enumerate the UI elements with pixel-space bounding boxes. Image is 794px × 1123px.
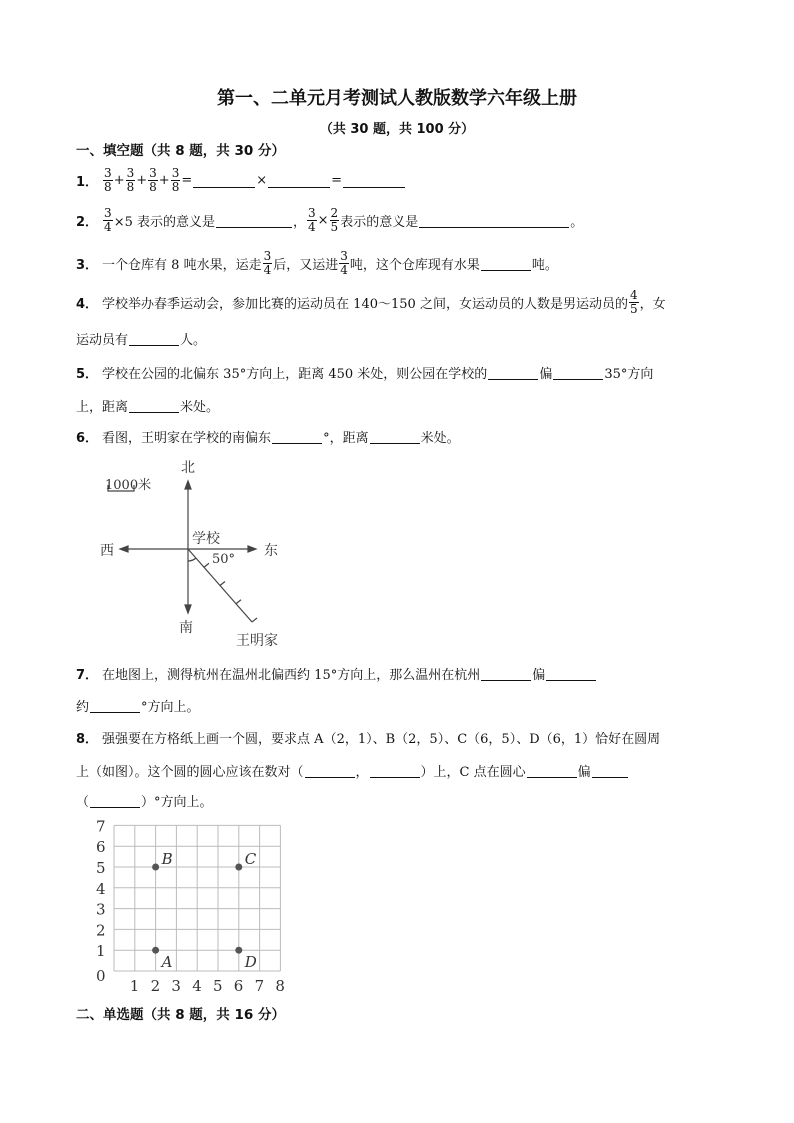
answer-blank[interactable] bbox=[481, 666, 531, 681]
point-label: A bbox=[161, 953, 173, 972]
angle-label: 50° bbox=[212, 552, 236, 567]
east-label: 东 bbox=[264, 543, 278, 559]
answer-blank[interactable] bbox=[370, 763, 420, 778]
point-label: C bbox=[244, 850, 257, 868]
question-text: ×5 表示的意义是 bbox=[113, 214, 215, 230]
south-label: 南 bbox=[179, 620, 193, 636]
destination-label: 王明家 bbox=[236, 633, 278, 649]
question-text: 吨。 bbox=[531, 257, 558, 273]
question-text: ，女 bbox=[639, 296, 666, 312]
question-text: = bbox=[331, 172, 343, 188]
question-text: ）°方向上。 bbox=[141, 794, 213, 810]
point-label: B bbox=[161, 850, 173, 868]
answer-blank[interactable] bbox=[481, 256, 531, 271]
question-text: × bbox=[256, 172, 268, 188]
answer-blank[interactable] bbox=[305, 763, 355, 778]
question-text: + bbox=[113, 172, 125, 188]
y-tick-label: 7 bbox=[96, 817, 106, 836]
answer-blank[interactable] bbox=[343, 173, 405, 188]
question-text: 吨，这个仓库现有水果 bbox=[349, 257, 480, 273]
answer-blank[interactable] bbox=[592, 763, 628, 778]
point-A bbox=[152, 947, 159, 954]
point-C bbox=[235, 864, 242, 871]
question-text: + bbox=[158, 172, 170, 188]
fraction bbox=[103, 207, 113, 234]
denominator: 4 bbox=[104, 219, 112, 234]
x-tick-label: 3 bbox=[171, 977, 181, 995]
question-number: 5． bbox=[76, 366, 99, 382]
compass-figure bbox=[90, 455, 300, 650]
question-text: 在地图上，测得杭州在温州北偏西约 15°方向上，那么温州在杭州 bbox=[102, 667, 481, 683]
denominator: 8 bbox=[171, 179, 180, 194]
west-arrow-icon bbox=[120, 546, 128, 552]
fraction bbox=[307, 207, 317, 234]
y-tick-label: 5 bbox=[96, 859, 106, 877]
question-text: 强强要在方格纸上画一个圆，要求点 A（2，1）、B（2，5）、C（6，5）、D（6，1）恰好在圆周 bbox=[102, 731, 661, 747]
question-number: 4． bbox=[76, 296, 99, 312]
question-text: 人。 bbox=[180, 332, 207, 348]
fraction bbox=[126, 167, 136, 194]
denominator: 8 bbox=[149, 179, 157, 194]
question-text: ， bbox=[292, 214, 306, 230]
numerator: 3 bbox=[104, 165, 112, 180]
question-text: 米处。 bbox=[420, 430, 460, 446]
answer-blank[interactable] bbox=[268, 173, 330, 188]
north-label: 北 bbox=[181, 460, 195, 476]
x-tick-label: 6 bbox=[233, 977, 244, 995]
answer-blank[interactable] bbox=[272, 429, 322, 444]
answer-blank[interactable] bbox=[546, 666, 596, 681]
x-tick-label: 2 bbox=[150, 977, 161, 995]
question-number: 8． bbox=[76, 731, 99, 747]
question-line bbox=[76, 357, 653, 387]
question-text: 一个仓库有 8 吨水果，运走 bbox=[102, 257, 262, 273]
numerator: 3 bbox=[171, 165, 180, 180]
east-arrow-icon bbox=[248, 546, 256, 552]
denominator: 4 bbox=[340, 262, 348, 277]
question-text: 学校举办春季运动会，参加比赛的运动员在 140～150 之间，女运动员的人数是男运动员的 bbox=[102, 296, 628, 312]
section-fill-in: 一、填空题（共 8 题，共 30 分） bbox=[76, 143, 285, 159]
question-number: 3． bbox=[76, 257, 99, 273]
x-tick-label: 5 bbox=[213, 977, 223, 995]
answer-blank[interactable] bbox=[129, 398, 179, 413]
north-arrow-icon bbox=[185, 481, 191, 489]
fraction bbox=[629, 289, 639, 316]
question-text: 表示的意义是 bbox=[340, 214, 419, 230]
question-line bbox=[76, 755, 629, 785]
question-number: 6． bbox=[76, 430, 99, 446]
question-text: 偏 bbox=[577, 764, 591, 780]
x-tick-label: 4 bbox=[192, 977, 202, 995]
question-text: 偏 bbox=[532, 667, 546, 683]
denominator: 4 bbox=[308, 219, 316, 234]
question-line bbox=[76, 165, 406, 195]
question-text: 上（如图）。这个圆的圆心应该在数对（ bbox=[76, 764, 304, 780]
answer-blank[interactable] bbox=[553, 365, 603, 380]
denominator: 4 bbox=[263, 262, 272, 277]
section-single-choice: 二、单选题（共 8 题，共 16 分） bbox=[76, 1007, 285, 1023]
answer-blank[interactable] bbox=[419, 213, 569, 228]
question-text: 偏 bbox=[539, 366, 553, 382]
answer-blank[interactable] bbox=[90, 793, 140, 808]
question-text: 学校在公园的北偏东 35°方向上，距离 450 米处，则公园在学校的 bbox=[102, 366, 488, 382]
point-D bbox=[235, 947, 242, 954]
question-text: ）上，C 点在圆心 bbox=[420, 764, 526, 780]
origin-label: 学校 bbox=[192, 531, 220, 547]
grid-figure bbox=[90, 815, 300, 995]
numerator: 2 bbox=[330, 205, 339, 220]
scale-tick bbox=[220, 582, 225, 586]
fraction bbox=[263, 250, 273, 277]
denominator: 8 bbox=[104, 179, 112, 194]
numerator: 3 bbox=[263, 248, 272, 263]
question-text: = bbox=[181, 172, 193, 188]
scale-label: 1000米 bbox=[105, 478, 152, 493]
numerator: 3 bbox=[340, 248, 348, 263]
x-tick-label: 0 bbox=[96, 967, 106, 985]
y-tick-label: 4 bbox=[96, 879, 106, 898]
question-number: 7． bbox=[76, 667, 99, 683]
answer-blank[interactable] bbox=[90, 698, 140, 713]
question-text: + bbox=[136, 172, 148, 188]
question-text: × bbox=[317, 212, 329, 228]
y-tick-label: 6 bbox=[96, 838, 106, 857]
scale-tick bbox=[204, 563, 209, 567]
question-number: 2． bbox=[76, 214, 99, 230]
answer-blank[interactable] bbox=[216, 213, 292, 228]
south-arrow-icon bbox=[185, 605, 191, 613]
question-text: 看图，王明家在学校的南偏东 bbox=[102, 430, 272, 446]
question-text: 运动员有 bbox=[76, 332, 129, 348]
question-line bbox=[76, 323, 206, 353]
fraction bbox=[148, 167, 158, 194]
numerator: 3 bbox=[126, 165, 135, 180]
question-line bbox=[76, 248, 558, 278]
question-line bbox=[76, 287, 666, 317]
denominator: 8 bbox=[126, 179, 135, 194]
question-line bbox=[76, 390, 219, 420]
question-number: 1． bbox=[76, 174, 99, 190]
angle-arc bbox=[188, 558, 196, 561]
fraction bbox=[330, 207, 340, 234]
question-text: 约 bbox=[76, 699, 90, 715]
question-text: 上，距离 bbox=[76, 399, 129, 415]
question-line bbox=[76, 658, 597, 688]
numerator: 3 bbox=[308, 205, 316, 220]
numerator: 3 bbox=[149, 165, 157, 180]
question-text: （ bbox=[76, 794, 90, 810]
question-line bbox=[76, 785, 213, 815]
question-text: 35°方向 bbox=[604, 366, 654, 382]
fraction bbox=[171, 167, 181, 194]
fraction bbox=[103, 167, 113, 194]
numerator: 4 bbox=[629, 287, 638, 302]
west-label: 西 bbox=[100, 543, 114, 559]
question-text: 。 bbox=[570, 214, 584, 230]
answer-blank[interactable] bbox=[488, 365, 538, 380]
y-tick-label: 3 bbox=[96, 900, 106, 919]
x-tick-label: 7 bbox=[254, 977, 265, 995]
answer-blank[interactable] bbox=[527, 763, 577, 778]
question-text: 米处。 bbox=[180, 399, 220, 415]
page-subtitle: （共 30 题，共 100 分） bbox=[319, 122, 475, 137]
answer-blank[interactable] bbox=[193, 173, 255, 188]
denominator: 5 bbox=[330, 219, 339, 234]
page-title: 第一、二单元月考测试人教版数学六年级上册 bbox=[217, 88, 577, 109]
question-line bbox=[76, 690, 200, 720]
point-B bbox=[152, 864, 159, 871]
fraction bbox=[339, 250, 349, 277]
y-tick-label: 1 bbox=[96, 942, 106, 961]
question-line bbox=[76, 421, 460, 451]
question-line bbox=[76, 205, 583, 235]
question-text: 后，又运进 bbox=[273, 257, 339, 273]
answer-blank[interactable] bbox=[370, 429, 420, 444]
question-text: °方向上。 bbox=[141, 699, 200, 715]
scale-tick bbox=[252, 618, 257, 622]
answer-blank[interactable] bbox=[129, 331, 179, 346]
question-text: ， bbox=[355, 764, 369, 780]
numerator: 3 bbox=[104, 205, 112, 220]
denominator: 5 bbox=[629, 301, 638, 316]
question-text: °，距离 bbox=[323, 430, 369, 446]
point-label: D bbox=[244, 953, 257, 972]
x-tick-label: 1 bbox=[129, 977, 140, 995]
x-tick-label: 8 bbox=[275, 977, 285, 995]
y-tick-label: 2 bbox=[96, 921, 106, 940]
question-line bbox=[76, 722, 660, 752]
scale-tick bbox=[236, 600, 241, 604]
